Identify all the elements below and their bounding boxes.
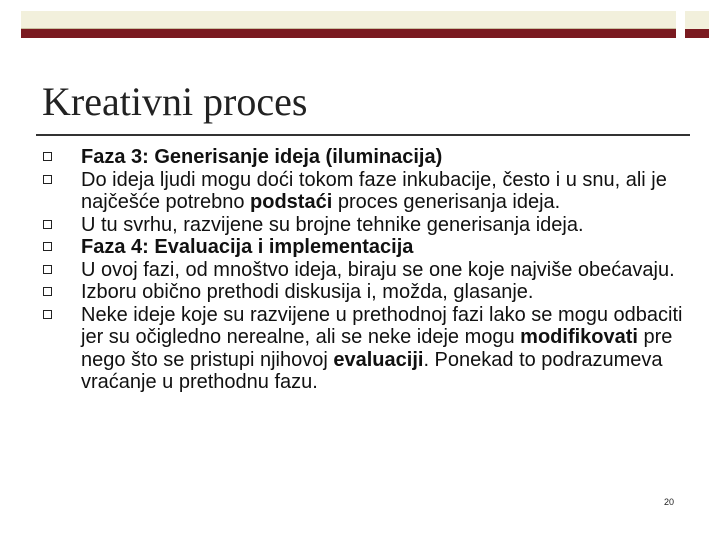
bullet-text: pre nego što se pristupi njihovoj — [81, 326, 673, 371]
square-bullet-icon — [43, 287, 52, 296]
bullet-item — [40, 281, 690, 304]
corner-block-dark — [685, 29, 709, 38]
title-divider — [36, 134, 690, 136]
square-bullet-icon — [43, 152, 52, 161]
bullet-text-bold: evaluaciji — [333, 348, 424, 371]
bullet-item — [40, 236, 690, 259]
bullet-item — [40, 304, 690, 394]
square-bullet-icon — [43, 220, 52, 229]
bullet-text-bold: Faza 4: Evaluacija i implementacija — [81, 236, 414, 258]
header-band-light — [21, 11, 676, 29]
bullet-list — [40, 146, 690, 394]
bullet-text-bold: Faza 3: Generisanje ideja (iluminacija) — [81, 146, 443, 168]
square-bullet-icon — [43, 310, 52, 319]
slide-title: Kreativni proces — [42, 79, 308, 124]
square-bullet-icon — [43, 175, 52, 184]
bullet-text: . Ponekad to podrazumeva vraćanje u prethodnu fazu. — [81, 348, 663, 393]
bullet-text-bold: podstaći — [250, 191, 333, 213]
bullet-item — [40, 146, 690, 169]
bullet-text: Izboru obično prethodi diskusija i, možda, glasanje. — [81, 281, 534, 303]
bullet-item — [40, 259, 690, 282]
bullet-text: proces generisanja ideja. — [332, 191, 561, 213]
square-bullet-icon — [43, 265, 52, 274]
bullet-text: U ovoj fazi, od mnoštvo ideja, biraju se one koje najviše obećavaju. — [81, 258, 675, 281]
bullet-item — [40, 169, 690, 214]
bullet-text: Do ideja ljudi mogu doći tokom faze inkubacije, često i u snu, ali je najčešće potrebno — [81, 168, 667, 213]
bullet-text: U tu svrhu, razvijene su brojne tehnike generisanja ideja. — [81, 213, 584, 236]
page-number: 20 — [664, 497, 675, 507]
bullet-text: Neke ideje koje su razvijene u prethodnoj fazi lako se mogu odbaciti jer su očigledno nerealne, ali se neke ideje mogu — [81, 303, 683, 348]
corner-block-light — [685, 11, 709, 29]
square-bullet-icon — [43, 242, 52, 251]
bullet-text-bold: modifikovati — [520, 326, 638, 348]
header-band-dark — [21, 29, 676, 38]
bullet-item — [40, 214, 690, 237]
